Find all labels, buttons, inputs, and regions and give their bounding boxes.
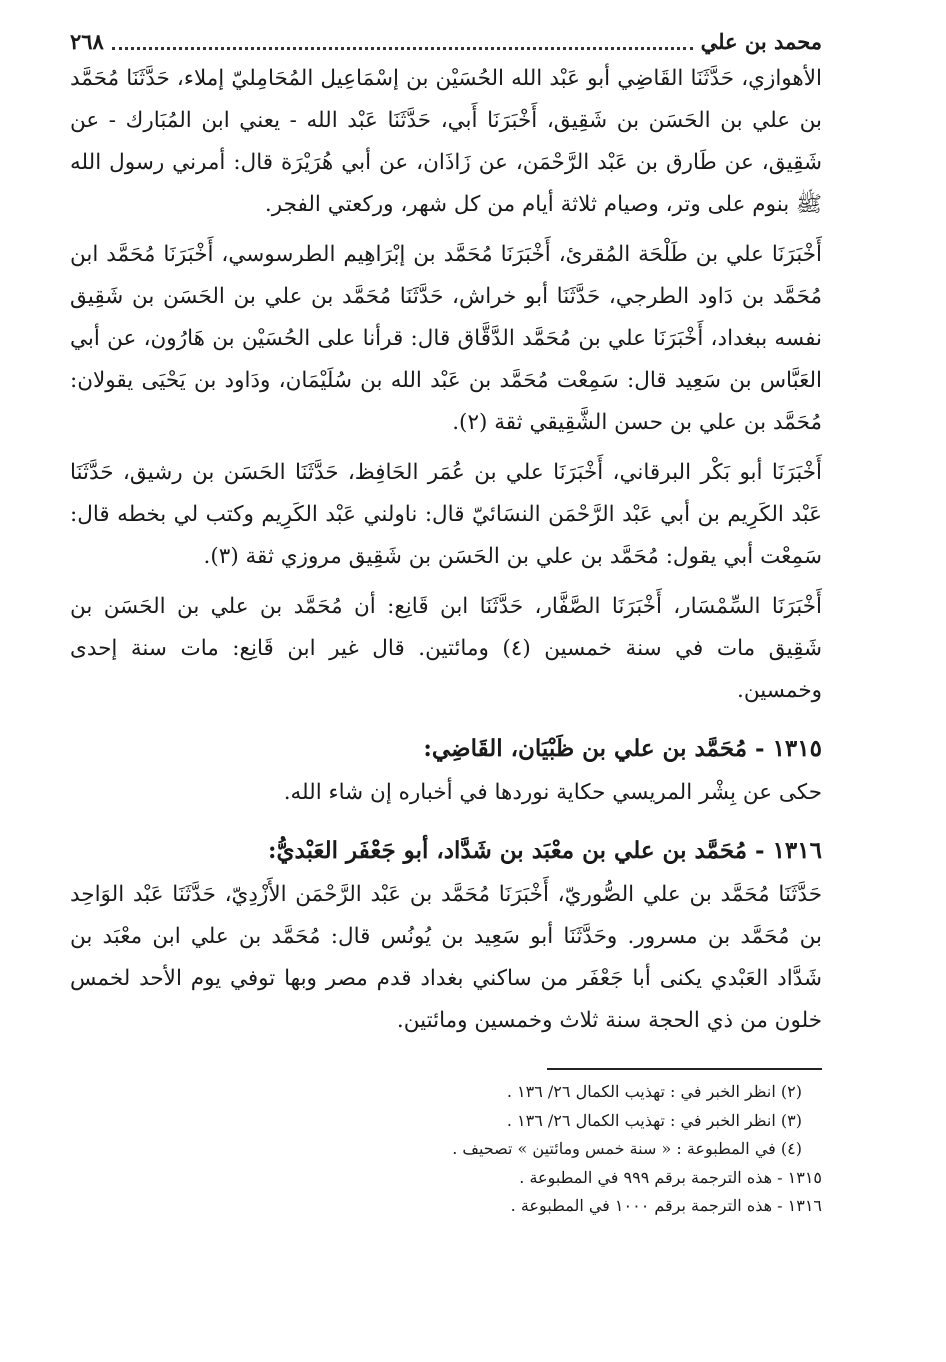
running-title: محمد بن علي [700, 28, 822, 54]
entry-heading-1315: ١٣١٥ - مُحَمَّد بن علي بن ظَبْيَان، القَاضِي: [423, 735, 822, 762]
book-page [70, 24, 822, 1221]
page-number: ٢٦٨ [70, 28, 104, 54]
entry-heading-1316: ١٣١٦ - مُحَمَّد بن علي بن معْبَد بن شَدَّاد، أبو جَعْفَر العَبْديُّ: [268, 837, 822, 864]
paragraph-isnad-tarsusi: أَخْبَرَنَا علي بن طَلْحَة المُقرئ، أَخْبَرَنَا مُحَمَّد بن إبْرَاهِيم الطرسوسي، أَخْبَرَنَا مُحَمَّد ابن مُحَمَّد بن دَاود الطرجي، حَدَّثَنَا أبو خراش، حَدَّثَنَا مُحَمَّد بن علي بن الحَسَن بن شَقِيق نفسه ببغداد، أَخْبَرَنَا علي بن مُحَمَّد الدَّقَّاق قال: قرأنا على الحُسَيْن بن هَارُون، عن أبي العَبَّاس بن سَعِيد قال: سَمِعْت مُحَمَّد بن عَبْد الله بن سُلَيْمَان، ودَاود بن يَحْيَى يقولان: مُحَمَّد بن علي بن حسن الشَّقِيقي ثقة (٢). [70, 242, 822, 435]
footnotes [70, 1078, 822, 1221]
paragraph-continuation: الأهوازي، حَدَّثَنَا القَاضِي أبو عَبْد الله الحُسَيْن بن إسْمَاعِيل المُحَامِليّ إملاء، حَدَّثَنَا مُحَمَّد بن علي بن الحَسَن بن شَقِيق، أَخْبَرَنَا أَبي، حَدَّثَنَا عَبْد الله - يعني ابن المُبَارك - عن شَقِيق، عن طَارق بن عَبْد الرَّحْمَن، عن زَاذَان، عن أبي هُرَيْرَة قال: أمرني رسول الله ﷺ بنوم على وتر، وصيام ثلاثة أيام من كل شهر، وركعتي الفجر. [70, 66, 822, 217]
paragraph-death-date: أَخْبَرَنَا السِّمْسَار، أَخْبَرَنَا الصَّفَّار، حَدَّثَنَا ابن قَانِع: أن مُحَمَّد بن علي بن الحَسَن بن شَقِيق مات في سنة خمسين (٤) ومائتين. قال غير ابن قَانِع: مات سنة إحدى وخمسين. [70, 594, 822, 703]
leader-dots [112, 33, 693, 50]
entry-text-1315: حكى عن بِشْر المريسي حكاية نوردها في أخباره إن شاء الله. [283, 780, 822, 805]
footnote-divider [547, 1068, 822, 1070]
footnote-entry-1316: ١٣١٦ - هذه الترجمة برقم ١٠٠٠ في المطبوعة . [510, 1196, 822, 1215]
entry-text-1316: حَدَّثَنَا مُحَمَّد بن علي الصُّوريّ، أَخْبَرَنَا مُحَمَّد بن عَبْد الرَّحْمَن الأَزْدِيّ، حَدَّثَنَا عَبْد الوَاحِد بن مُحَمَّد بن مسرور. وحَدَّثَنَا أبو سَعِيد بن يُونُس قال: مُحَمَّد بن علي ابن معْبَد بن شَدَّاد العَبْدي يكنى أبا جَعْفَر من ساكني بغداد قدم مصر وبها توفي يوم الأحد لخمس خلون من ذي الحجة سنة ثلاث وخمسين ومائتين. [70, 882, 822, 1033]
footnote-4: (٤) في المطبوعة : « سنة خمس ومائتين » تصحيف . [452, 1139, 802, 1158]
footnote-2: (٢) انظر الخبر في : تهذيب الكمال ٢٦/ ١٣٦ . [506, 1082, 802, 1101]
running-header [70, 24, 822, 58]
paragraph-isnad-barqani: أَخْبَرَنَا أبو بَكْر البرقاني، أَخْبَرَنَا علي بن عُمَر الحَافِظ، حَدَّثَنَا الحَسَن بن رشيق، حَدَّثَنَا عَبْد الكَرِيم بن أبي عَبْد الرَّحْمَن النسَائيّ قال: ناولني عَبْد الكَرِيم وكتب لي بخطه قال: سَمِعْت أبي يقول: مُحَمَّد بن علي بن الحَسَن بن شَقِيق مروزي ثقة (٣). [70, 460, 822, 569]
footnote-entry-1315: ١٣١٥ - هذه الترجمة برقم ٩٩٩ في المطبوعة . [519, 1167, 822, 1187]
footnote-3: (٣) انظر الخبر في : تهذيب الكمال ٢٦/ ١٣٦ . [506, 1110, 802, 1130]
